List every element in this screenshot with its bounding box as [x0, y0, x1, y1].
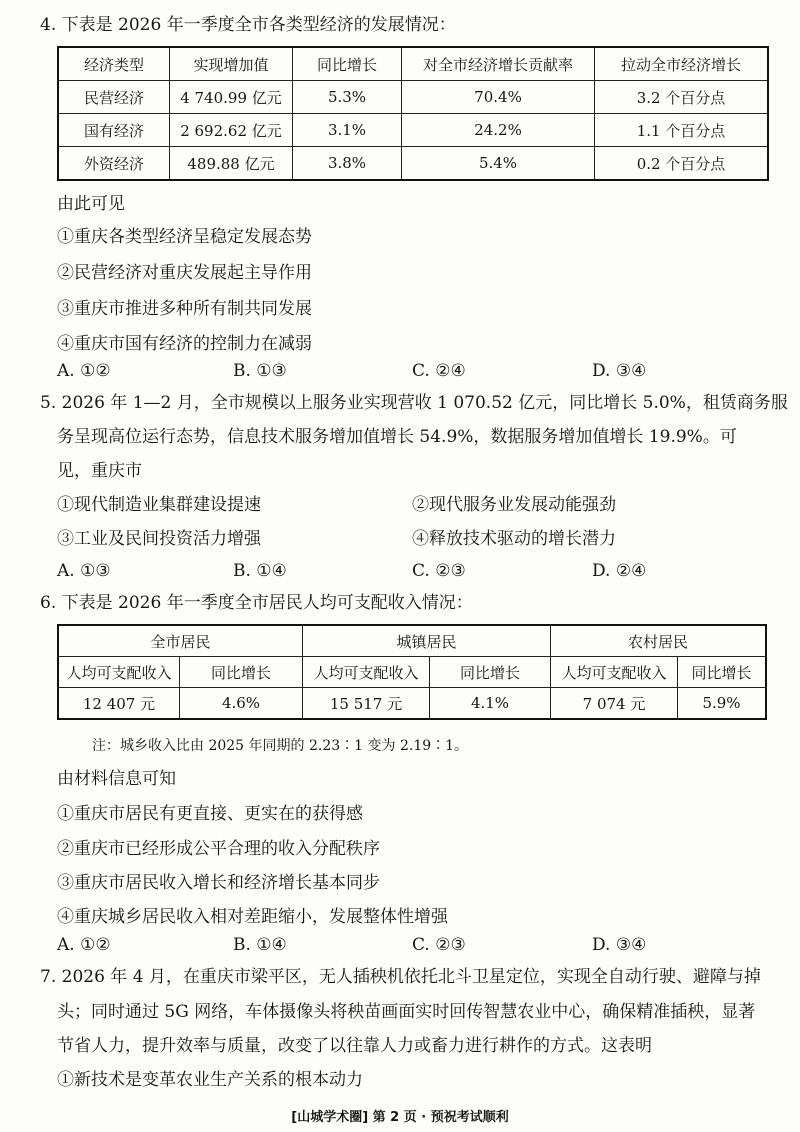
- table-header: 人均可支配收入: [303, 657, 430, 688]
- option-c: C. ②③: [412, 561, 466, 581]
- table-header: 拉动全市经济增长: [595, 47, 769, 81]
- table-cell: 国有经济: [58, 114, 170, 147]
- table-cell: 5.9%: [678, 688, 767, 720]
- q6-note: 注：城乡收入比由 2025 年同期的 2.23∶1 变为 2.19∶1。: [92, 738, 469, 754]
- table-group-header: 城镇居民: [303, 625, 551, 657]
- q5-options: [0, 560, 800, 582]
- option-d: D. ③④: [592, 361, 647, 381]
- q6-item: ③重庆市居民收入增长和经济增长基本同步: [57, 873, 380, 893]
- q5-item: ②现代服务业发展动能强劲: [412, 495, 616, 515]
- q6-item: ②重庆市已经形成公平合理的收入分配秩序: [57, 839, 380, 859]
- page-footer: [山城学术圈] 第 2 页 · 预祝考试顺利: [291, 1110, 509, 1125]
- table-cell: 4.6%: [180, 688, 303, 720]
- table-row: [58, 81, 768, 114]
- option-d: D. ③④: [592, 935, 647, 955]
- table-header: 同比增长: [293, 47, 402, 81]
- q5-item: ④释放技术驱动的增长潜力: [412, 529, 616, 549]
- table-header: 人均可支配收入: [58, 657, 180, 688]
- table-header: 人均可支配收入: [551, 657, 678, 688]
- table-header: 实现增加值: [170, 47, 293, 81]
- option-a: A. ①③: [57, 561, 111, 581]
- option-c: C. ②③: [412, 935, 466, 955]
- table-cell: 3.8%: [293, 147, 402, 181]
- table-cell: 3.2 个百分点: [595, 81, 769, 114]
- q7-item: ①新技术是变革农业生产关系的根本动力: [57, 1070, 363, 1090]
- q4-item: ①重庆各类型经济呈稳定发展态势: [57, 227, 312, 247]
- q6-table: [57, 624, 767, 720]
- q4-table: [57, 46, 769, 181]
- table-cell: 15 517 元: [303, 688, 430, 720]
- table-cell: 4 740.99 亿元: [170, 81, 293, 114]
- table-header: 同比增长: [678, 657, 767, 688]
- table-cell: 70.4%: [402, 81, 595, 114]
- q7-stem-line: 7. 2026 年 4 月，在重庆市梁平区，无人插秧机依托北斗卫星定位，实现全自动行驶、避障与掉: [40, 967, 761, 987]
- q4-stem: 4. 下表是 2026 年一季度全市各类型经济的发展情况：: [40, 15, 456, 35]
- table-header-row: [58, 657, 766, 688]
- table-cell: 1.1 个百分点: [595, 114, 769, 147]
- q4-options: [0, 360, 800, 382]
- table-cell: 民营经济: [58, 81, 170, 114]
- table-header: 同比增长: [430, 657, 551, 688]
- q7-stem-line: 节省人力，提升效率与质量，改变了以往靠人力或畜力进行耕作的方式。这表明: [57, 1036, 652, 1056]
- table-cell: 4.1%: [430, 688, 551, 720]
- table-cell: 5.4%: [402, 147, 595, 181]
- q6-item: ④重庆城乡居民收入相对差距缩小，发展整体性增强: [57, 907, 448, 927]
- table-cell: 2 692.62 亿元: [170, 114, 293, 147]
- q5-item: ①现代制造业集群建设提速: [57, 495, 261, 515]
- q6-lead: 由材料信息可知: [57, 769, 176, 789]
- table-cell: 12 407 元: [58, 688, 180, 720]
- table-cell: 0.2 个百分点: [595, 147, 769, 181]
- option-a: A. ①②: [57, 361, 111, 381]
- q6-options: [0, 934, 800, 956]
- table-header: 对全市经济增长贡献率: [402, 47, 595, 81]
- table-row: [58, 114, 768, 147]
- option-b: B. ①④: [233, 935, 287, 955]
- option-a: A. ①②: [57, 935, 111, 955]
- table-group-header: 农村居民: [551, 625, 767, 657]
- q5-stem-line: 务呈现高位运行态势，信息技术服务增加值增长 54.9%，数据服务增加值增长 19.9%。可: [57, 427, 737, 447]
- table-cell: 24.2%: [402, 114, 595, 147]
- table-group-header: 全市居民: [58, 625, 303, 657]
- table-header-row: [58, 47, 768, 81]
- q4-item: ②民营经济对重庆发展起主导作用: [57, 263, 312, 283]
- option-b: B. ①③: [233, 361, 287, 381]
- q4-item: ③重庆市推进多种所有制共同发展: [57, 299, 312, 319]
- q5-item: ③工业及民间投资活力增强: [57, 529, 261, 549]
- q4-lead: 由此可见: [57, 194, 125, 214]
- table-cell: 489.88 亿元: [170, 147, 293, 181]
- table-cell: 5.3%: [293, 81, 402, 114]
- q6-item: ①重庆市居民有更直接、更实在的获得感: [57, 804, 363, 824]
- q5-stem-line: 5. 2026 年 1—2 月，全市规模以上服务业实现营收 1 070.52 亿元，同比增长 5.0%，租赁商务服: [40, 393, 788, 413]
- table-row: [58, 688, 766, 720]
- table-header: 同比增长: [180, 657, 303, 688]
- table-header: 经济类型: [58, 47, 170, 81]
- q5-stem-line: 见，重庆市: [57, 461, 142, 481]
- table-cell: 外资经济: [58, 147, 170, 181]
- table-row: [58, 147, 768, 181]
- table-cell: 3.1%: [293, 114, 402, 147]
- q6-stem: 6. 下表是 2026 年一季度全市居民人均可支配收入情况：: [40, 593, 473, 613]
- q4-item: ④重庆市国有经济的控制力在减弱: [57, 334, 312, 354]
- q7-stem-line: 头；同时通过 5G 网络，车体摄像头将秧苗画面实时回传智慧农业中心，确保精准插秧，显著: [57, 1002, 756, 1022]
- option-d: D. ②④: [592, 561, 647, 581]
- option-c: C. ②④: [412, 361, 466, 381]
- option-b: B. ①④: [233, 561, 287, 581]
- table-group-row: [58, 625, 766, 657]
- table-cell: 7 074 元: [551, 688, 678, 720]
